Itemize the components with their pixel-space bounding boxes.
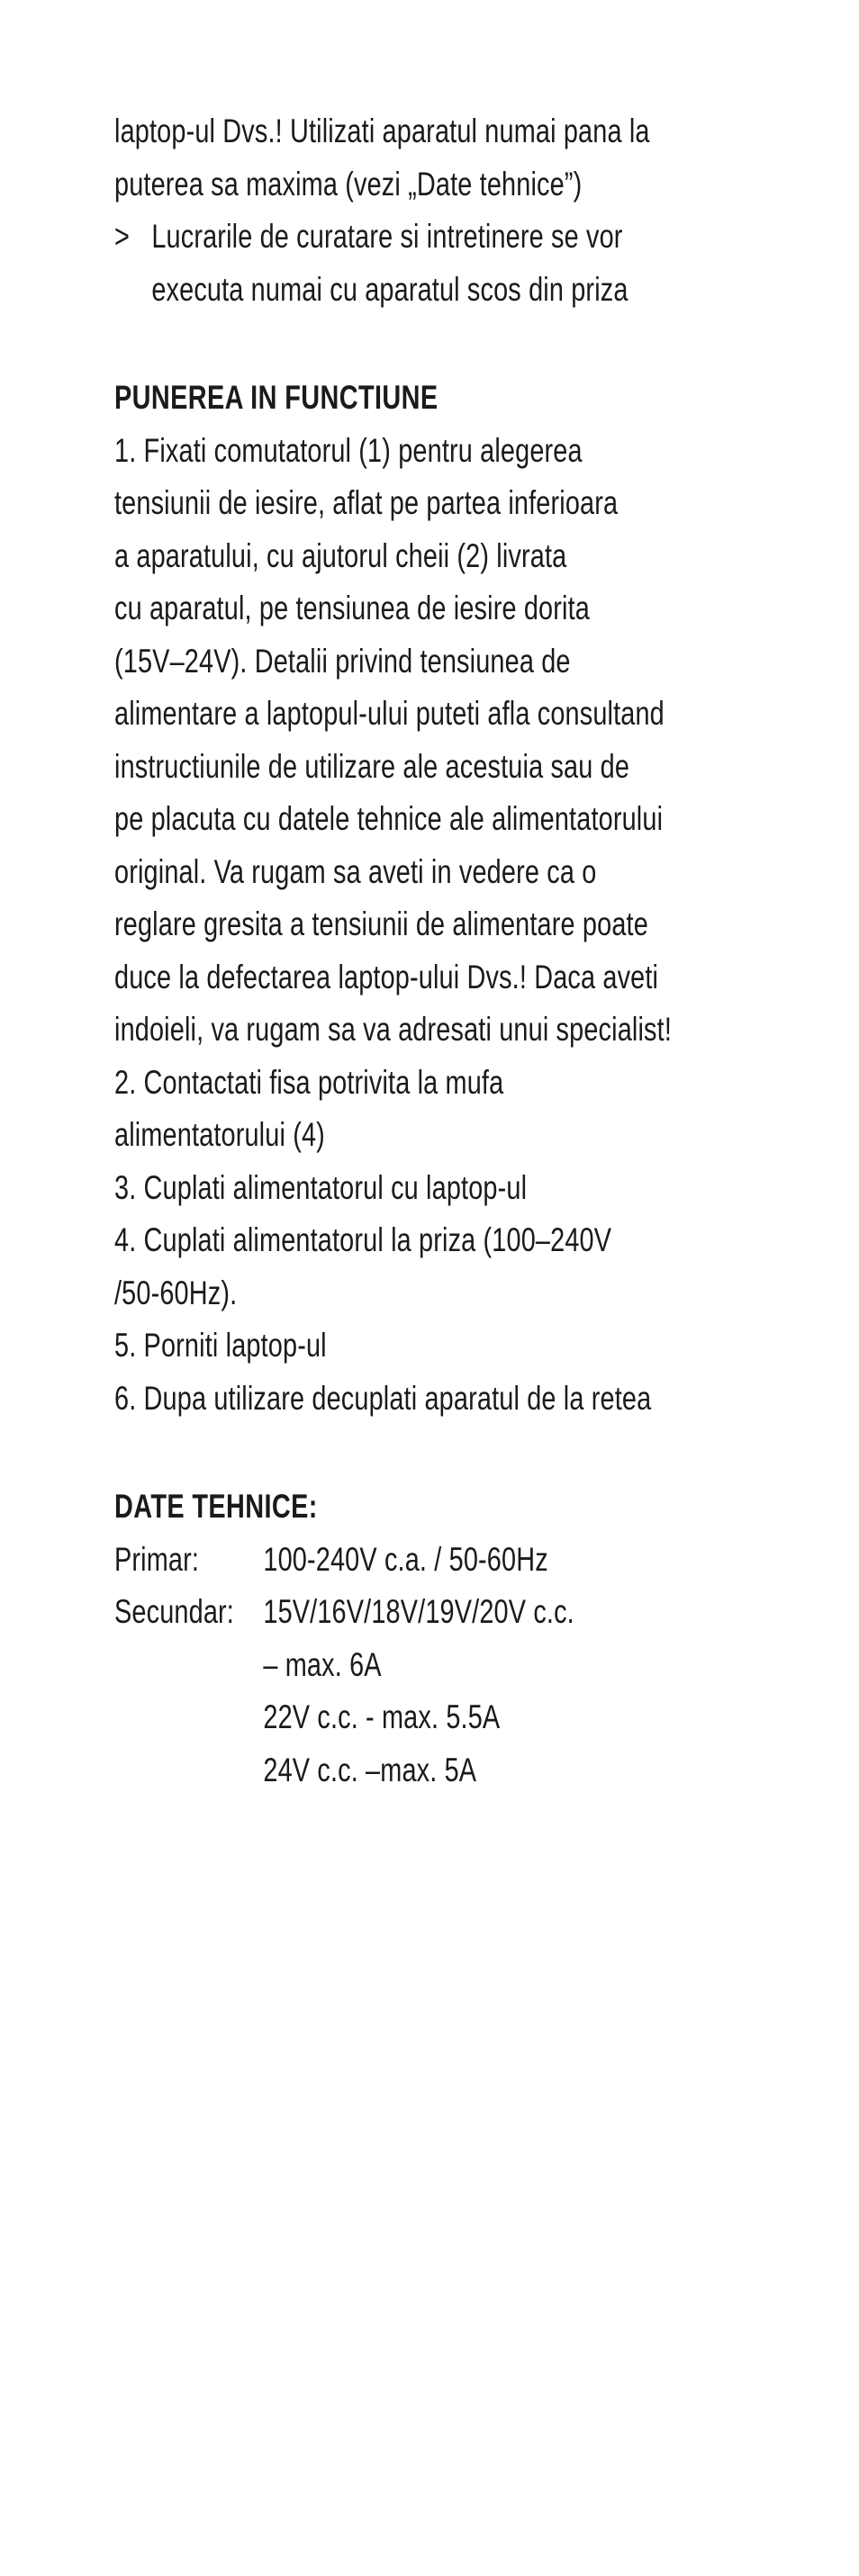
setup-line: pe placuta cu datele tehnice ale alimentatorului: [114, 800, 664, 837]
setup-line: 2. Contactati fisa potrivita la mufa: [114, 1063, 504, 1101]
setup-line: tensiunii de iesire, aflat pe partea inferioara: [114, 484, 619, 521]
bullet-line-1: Lucrarile de curatare si intretinere se vor: [151, 218, 623, 255]
setup-line: 4. Cuplati alimentatorul la priza (100–240V: [114, 1221, 612, 1258]
spec-value-primary: 100-240V c.a. / 50-60Hz: [263, 1540, 548, 1578]
setup-line: /50-60Hz).: [114, 1274, 238, 1311]
setup-line: alimentatorului (4): [114, 1116, 325, 1153]
setup-line: original. Va rugam sa aveti in vedere ca o: [114, 852, 597, 890]
section-spacer: [114, 316, 763, 372]
spec-row-secondary: [114, 1586, 763, 1639]
text-block: [114, 105, 763, 1797]
content-column: [114, 105, 763, 1797]
intro-line-1: laptop-ul Dvs.! Utilizati aparatul numai pana la: [114, 113, 650, 149]
setup-line: 6. Dupa utilizare decuplati aparatul de la retea: [114, 1379, 652, 1417]
bullet-line-2: executa numai cu aparatul scos din priza: [151, 270, 628, 308]
section-spacer: [114, 1425, 763, 1481]
bullet-marker: >: [114, 218, 131, 255]
spec-value-secondary-cont: 22V c.c. - max. 5.5A: [263, 1698, 501, 1735]
setup-line: 5. Porniti laptop-ul: [114, 1327, 327, 1364]
setup-line: alimentare a laptopul-ului puteti afla consultand: [114, 695, 665, 732]
intro-line-2: puterea sa maxima (vezi „Date tehnice”): [114, 165, 583, 203]
setup-line: duce la defectarea laptop-ului Dvs.! Daca aveti: [114, 958, 659, 995]
setup-line: a aparatului, cu ajutorul cheii (2) livrata: [114, 536, 567, 574]
setup-line: instructiunile de utilizare ale acestuia sau de: [114, 747, 630, 785]
setup-line: 3. Cuplati alimentatorul cu laptop-ul: [114, 1168, 528, 1206]
bullet-item-continuation: [114, 264, 763, 317]
setup-line: 1. Fixati comutatorul (1) pentru alegerea: [114, 431, 583, 469]
spec-row-primary: [114, 1534, 763, 1587]
setup-line: (15V–24V). Detalii privind tensiunea de: [114, 642, 571, 680]
bullet-item: [114, 211, 763, 264]
setup-line: cu aparatul, pe tensiunea de iesire dorita: [114, 590, 590, 626]
specs-heading: DATE TEHNICE:: [114, 1488, 318, 1525]
spec-value-secondary-cont: – max. 6A: [263, 1645, 382, 1683]
setup-line: indoieli, va rugam sa va adresati unui specialist!: [114, 1011, 672, 1048]
spec-value-secondary-cont: 24V c.c. –max. 5A: [263, 1751, 477, 1788]
spec-value-secondary: 15V/16V/18V/19V/20V c.c.: [263, 1593, 574, 1630]
setup-heading: PUNEREA IN FUNCTIUNE: [114, 379, 439, 416]
spec-label-primary: Primar:: [114, 1540, 200, 1578]
spec-label-secondary: Secundar:: [114, 1593, 234, 1630]
setup-line: reglare gresita a tensiunii de alimentare poate: [114, 905, 648, 942]
